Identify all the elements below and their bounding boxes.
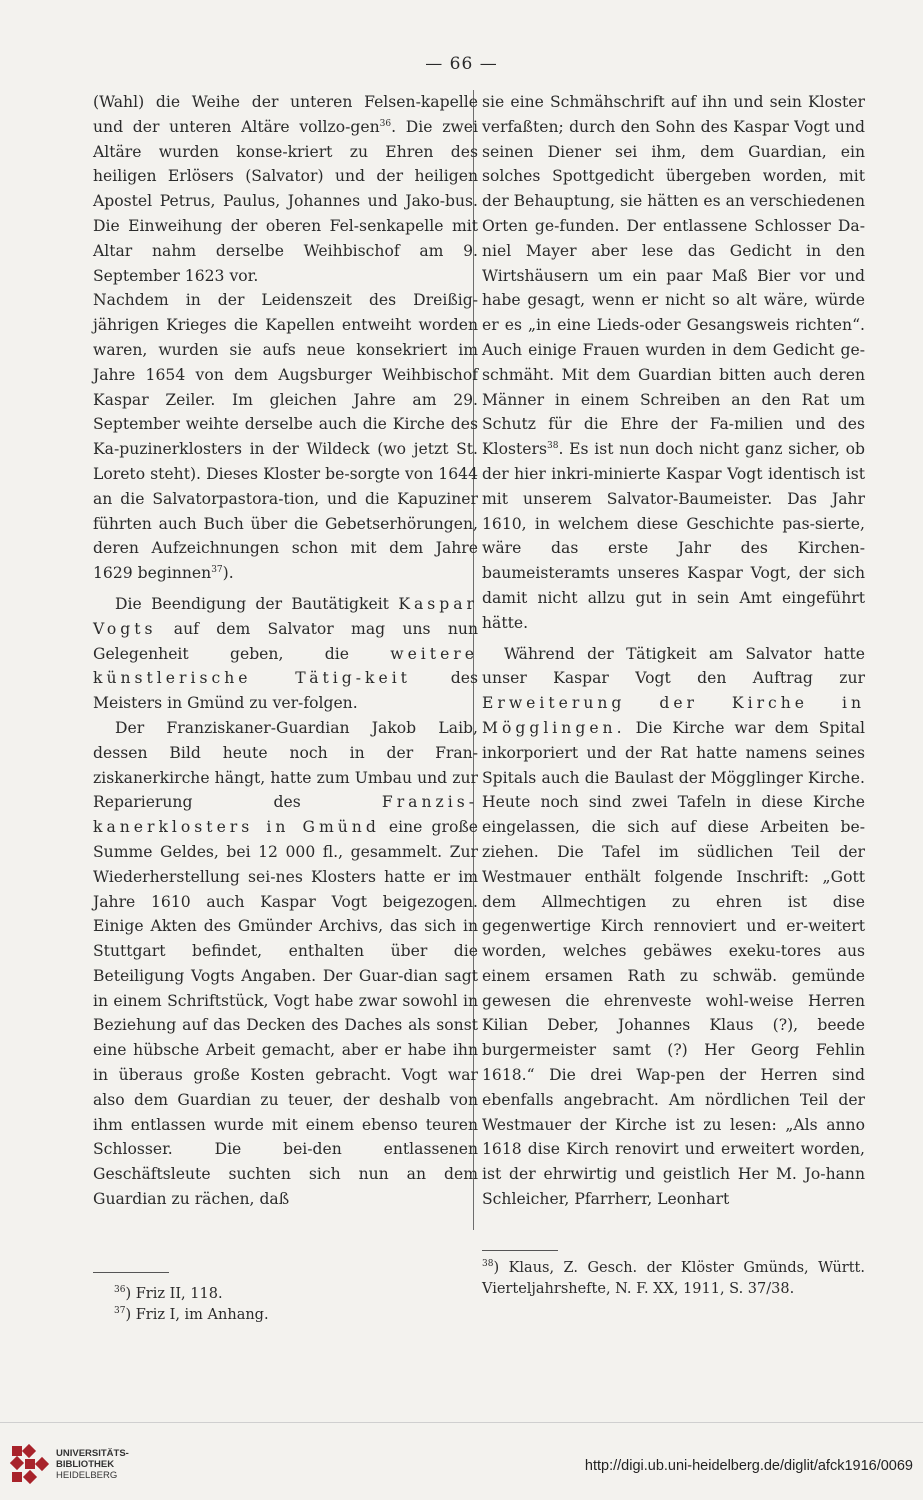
footnote-rule-right <box>482 1250 558 1251</box>
footnote-37: $^{37}$) Friz I, im Anhang. <box>114 1306 269 1323</box>
footnote-36: $^{36}$) Friz II, 118. <box>114 1285 223 1302</box>
source-url-link[interactable]: http://digi.ub.uni-heidelberg.de/diglit/afck1916/0069 <box>584 1458 913 1474</box>
left-paragraph-2: Die Beendigung der Bautätigkeit Kaspar Vogts auf dem Salvator mag uns nun Gelegenheit geben, die weitere künstlerische Tätig-keit des Meisters in Gmünd zu ver-folgen. <box>93 594 478 713</box>
left-paragraph-1: (Wahl) die Weihe der unteren Felsen-kapelle und der unteren Altäre vollzo-gen$^{36}$. Die zwei Altäre wurden konse-kriert zu Ehren des heiligen Erlösers (Salvator) und der heiligen Apostel Petrus, Paulus, Johannes und Jako-bus. Die Einweihung der oberen Fel-senkapelle mit Altar nahm derselbe Weihbischof am 9. September 1623 vor. Nachdem in der Leidenszeit des Dreißig-jährigen Krieges die Kapellen entweiht worden waren, wurden sie aufs neue konsekriert im Jahre 1654 von dem Augsburger Weihbischof Kaspar Zeiler. Im gleichen Jahre am 29. September weihte derselbe auch die Kirche des Ka-puzinerklosters in der Wildeck (wo jetzt St. Loreto steht). Dieses Kloster be-sorgte von 1644 an die Salvatorpastora-tion, und die Kapuziner führten auch Buch über die Gebetserhörungen, deren Aufzeichnungen schon mit dem Jahre 1629 beginnen$^{37}$). <box>93 93 478 583</box>
university-library-logo-icon <box>10 1444 50 1484</box>
right-paragraph-1: sie eine Schmähschrift auf ihn und sein Kloster verfaßten; durch den Sohn des Kaspar Vogt und seinen Diener sei ihm, dem Guardian, ein solches Spottgedicht übergeben worden, mit der Behauptung, sie hätten es an verschiedenen Orten ge-funden. Der entlassene Schlosser Da-niel Mayer aber lese das Gedicht in den Wirtshäusern um ein paar Maß Bier vor und habe gesagt, wenn er nicht so alt wäre, würde er es „in eine Lieds-oder Gesangsweis richten“. Auch einige Frauen wurden in dem Gedicht ge-schmäht. Mit dem Guardian bitten auch deren Männer in einem Schreiben an den Rat um Schutz für die Ehre der Fa-milien und des Klosters$^{38}$. Es ist nun doch nicht ganz sicher, ob der hier inkri-minierte Kaspar Vogt identisch ist mit unserem Salvator-Baumeister. Das Jahr 1610, in welchem diese Geschichte pas-sierte, wäre das erste Jahr des Kirchen-baumeisteramts unseres Kaspar Vogt, der sich damit nicht allzu gut in sein Amt eingeführt hätte. <box>482 93 865 632</box>
footnote-rule-left <box>93 1272 169 1273</box>
footnotes-right <box>482 1258 865 1300</box>
footnote-38: $^{38}$) Klaus, Z. Gesch. der Klöster Gmünds, Württ. Vierteljahrshefte, N. F. XX, 1911, S. 37/38. <box>482 1259 865 1297</box>
footnotes-left <box>114 1284 269 1326</box>
footer-bar <box>0 1422 923 1500</box>
left-column <box>93 90 478 1212</box>
institution-name: UNIVERSITÄTS- BIBLIOTHEK HEIDELBERG <box>56 1448 129 1481</box>
page-number: — 66 — <box>425 54 498 74</box>
right-column <box>482 90 865 1212</box>
left-paragraph-3: Der Franziskaner-Guardian Jakob Laib, dessen Bild heute noch in der Fran-ziskanerkirche hängt, hatte zum Umbau und zur Reparierung des Franzis-kanerklosters in Gmünd eine große Summe Geldes, bei 12 000 fl., gesammelt. Zur Wiederherstellung sei-nes Klosters hatte er im Jahre 1610 auch Kaspar Vogt beigezogen. Einige Akten des Gmünder Archivs, das sich in Stuttgart befindet, enthalten über die Beteiligung Vogts Angaben. Der Guar-dian sagt in einem Schriftstück, Vogt habe zwar sowohl in Beziehung auf das Decken des Daches als sonst eine hübsche Arbeit gemacht, aber er habe ihn in überaus große Kosten gebracht. Vogt war also dem Guardian zu teuer, der deshalb von ihm entlassen wurde mit einem ebenso teuren Schlosser. Die bei-den entlassenen Geschäftsleute suchten sich nun an dem Guardian zu rächen, daß <box>93 718 478 1209</box>
right-paragraph-2: Während der Tätigkeit am Salvator hatte unser Kaspar Vogt den Auftrag zur Erweiterung der Kirche in Mögglingen. Die Kirche war dem Spital inkorporiert und der Rat hatte namens seines Spitals auch die Baulast der Mögglinger Kirche. Heute noch sind zwei Tafeln in diese Kirche eingelassen, die sich auf diese Arbeiten be-ziehen. Die Tafel im südlichen Teil der Westmauer enthält folgende Inschrift: „Gott dem Allmechtigen zu ehren ist dise gegenwertige Kirch rennoviert und er-weitert worden, welches gebäwes exeku-tores aus einem ersamen Rath zu schwäb. gemünde gewesen die ehrenveste wohl-weise Herren Kilian Deber, Johannes Klaus (?), beede burgermeister samt (?) Her Georg Fehlin 1618.“ Die drei Wap-pen der Herren sind ebenfalls angebracht. Am nördlichen Teil der Westmauer der Kirche ist zu lesen: „Als anno 1618 dise Kirch renovirt und erweitert worden, ist der ehrwirtig und geistlich Her M. Jo-hann Schleicher, Pfarrherr, Leonhart <box>482 644 865 1209</box>
footer-rule <box>0 1422 923 1423</box>
